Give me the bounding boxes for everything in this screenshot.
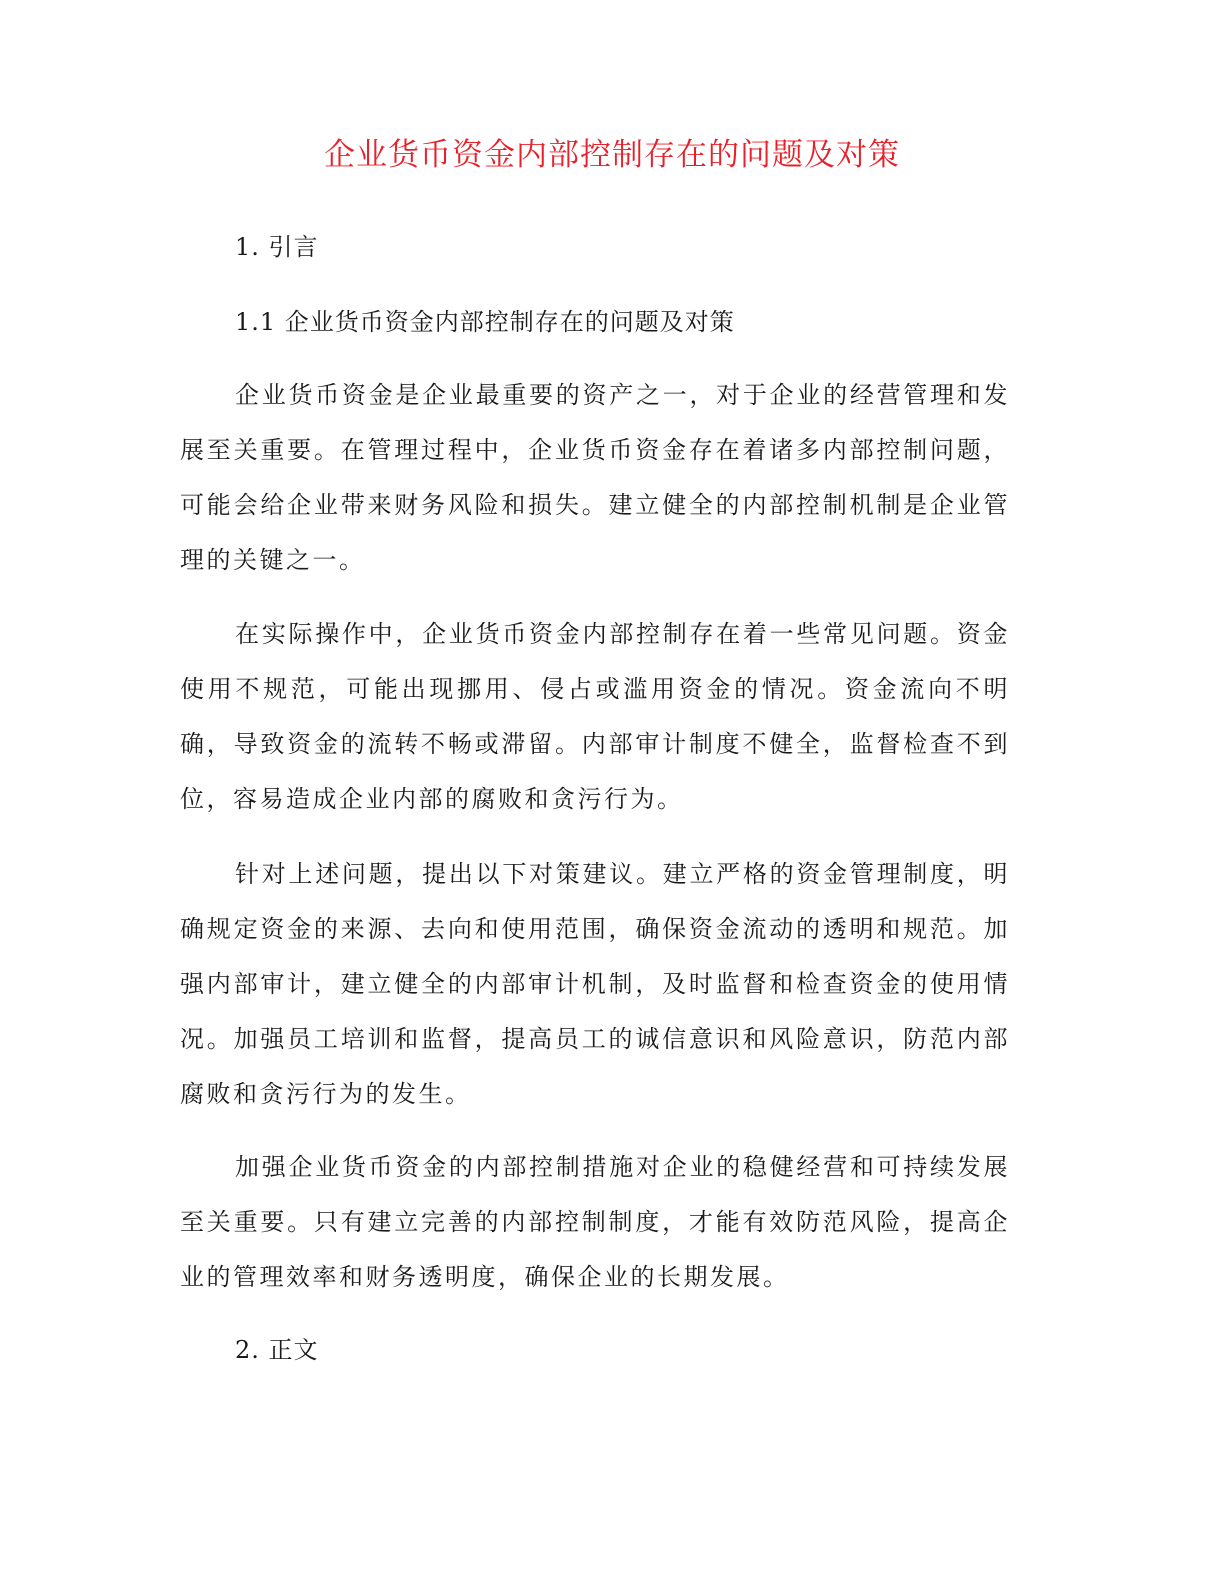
paragraph-conclusion: 加强企业货币资金的内部控制措施对企业的稳健经营和可持续发展至关重要。只有建立完善的内部控制制度，才能有效防范风险，提高企业的管理效率和财务透明度，确保企业的长期发展。 xyxy=(180,1153,1010,1291)
section-heading-main-body: 2. 正文 xyxy=(235,1336,319,1364)
paragraph-countermeasures: 针对上述问题，提出以下对策建议。建立严格的资金管理制度，明确规定资金的来源、去向和使用范围，确保资金流动的透明和规范。加强内部审计，建立健全的内部审计机制，及时监督和检查资金的使用情况。加强员工培训和监督，提高员工的诚信意识和风险意识，防范内部腐败和贪污行为的发生。 xyxy=(180,860,1010,1108)
section-heading-introduction: 1. 引言 xyxy=(235,233,319,261)
subsection-heading: 1.1 企业货币资金内部控制存在的问题及对策 xyxy=(235,308,735,336)
paragraph-problems: 在实际操作中，企业货币资金内部控制存在着一些常见问题。资金使用不规范，可能出现挪用、侵占或滥用资金的情况。资金流向不明确，导致资金的流转不畅或滞留。内部审计制度不健全，监督检查不到位，容易造成企业内部的腐败和贪污行为。 xyxy=(180,620,1010,813)
document-title: 企业货币资金内部控制存在的问题及对策 xyxy=(324,137,900,173)
paragraph-overview: 企业货币资金是企业最重要的资产之一，对于企业的经营管理和发展至关重要。在管理过程中，企业货币资金存在着诸多内部控制问题，可能会给企业带来财务风险和损失。建立健全的内部控制机制是企业管理的关键之一。 xyxy=(180,381,1010,574)
